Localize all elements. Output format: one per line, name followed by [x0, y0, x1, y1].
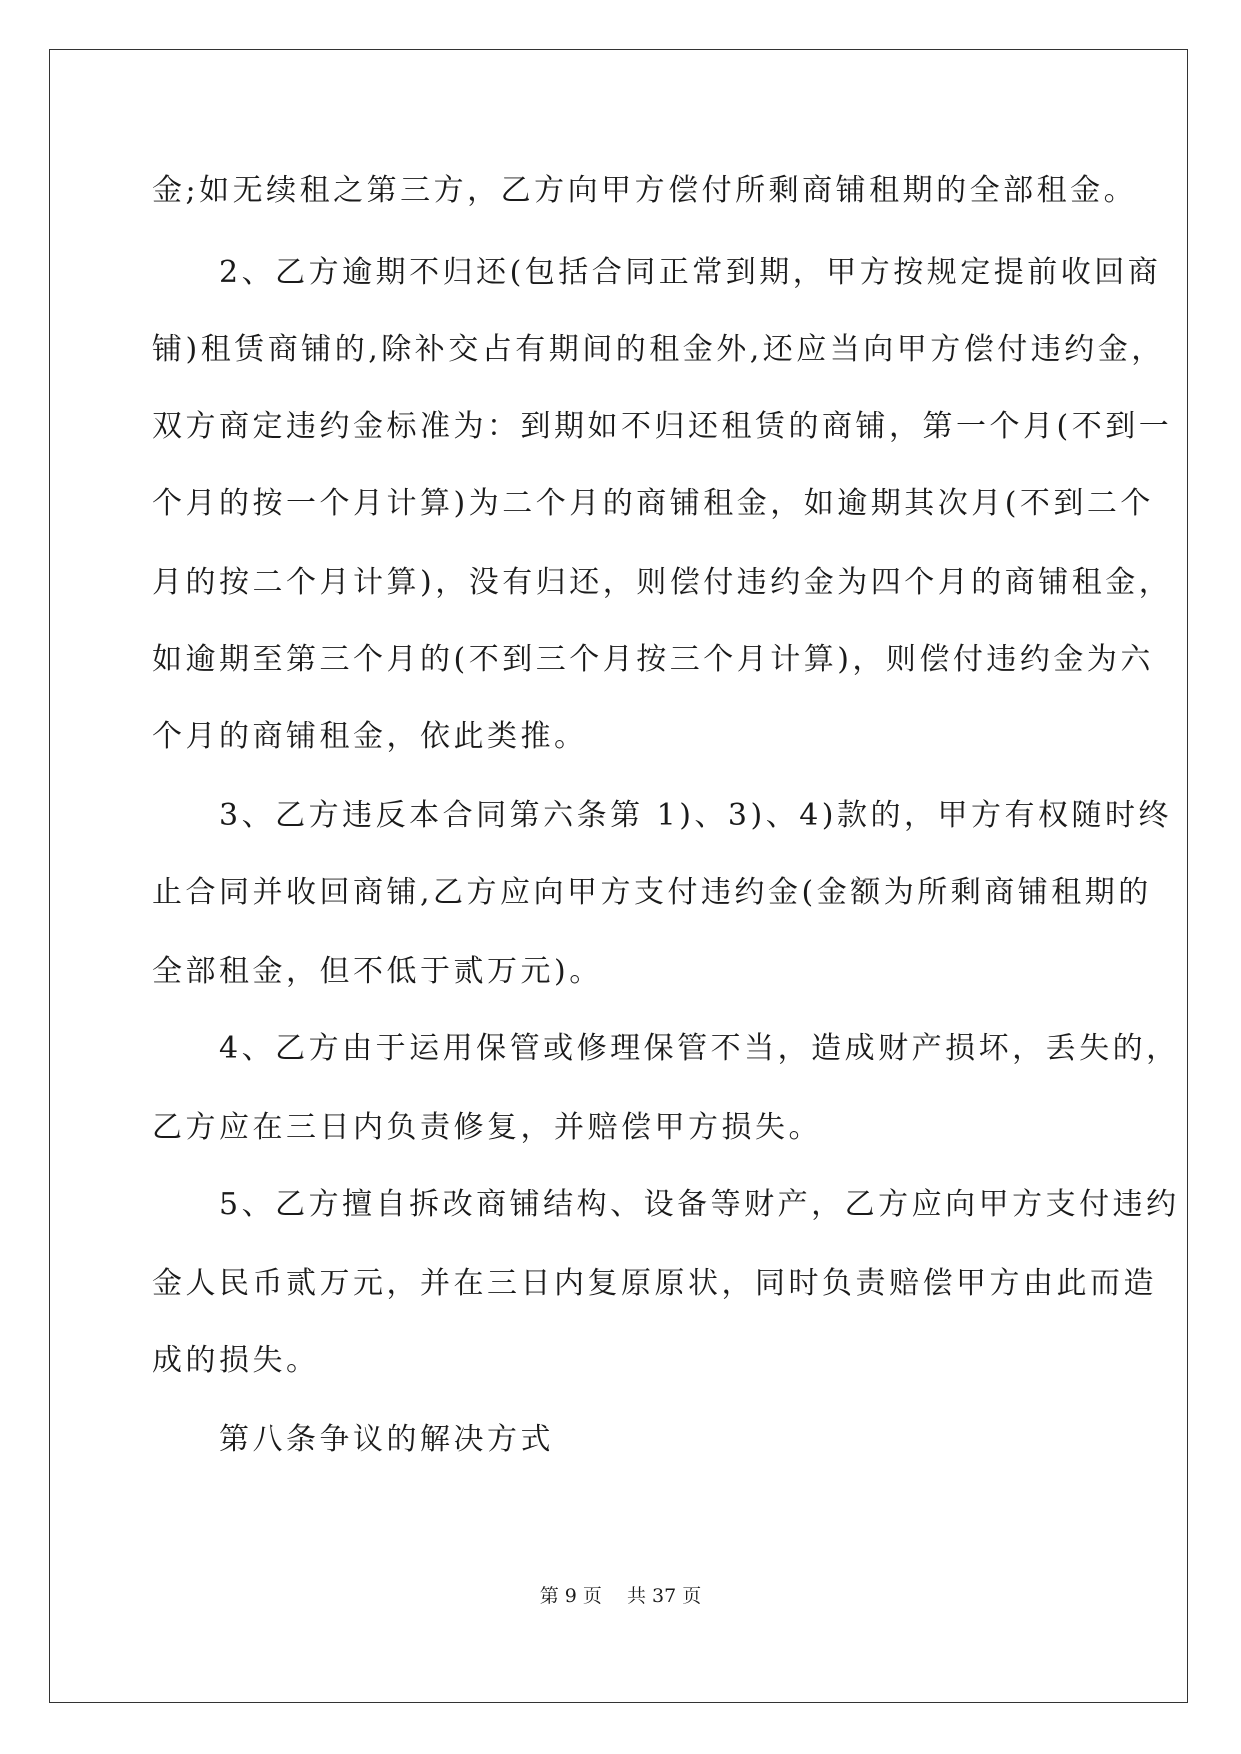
page-number-footer: 第 9 页 共 37 页: [539, 1585, 702, 1607]
section-heading: 第八条争议的解决方式: [152, 1422, 554, 1457]
body-text-line: 全部租金，但不低于贰万元)。: [152, 954, 603, 989]
body-text-line: 5、乙方擅自拆改商铺结构、设备等财产，乙方应向甲方支付违约: [152, 1187, 1180, 1222]
body-text-line: 3、乙方违反本合同第六条第 1)、3)、4)款的，甲方有权随时终: [152, 798, 1172, 833]
body-text-line: 个月的按一个月计算)为二个月的商铺租金，如逾期其次月(不到二个: [152, 486, 1154, 521]
body-text-line: 铺)租赁商铺的,除补交占有期间的租金外,还应当向甲方偿付违约金，: [152, 332, 1165, 367]
body-text-line: 如逾期至第三个月的(不到三个月按三个月计算)，则偿付违约金为六: [152, 642, 1154, 677]
body-text-line: 金人民币贰万元，并在三日内复原原状，同时负责赔偿甲方由此而造: [152, 1266, 1157, 1301]
body-text-line: 止合同并收回商铺,乙方应向甲方支付违约金(金额为所剩商铺租期的: [152, 875, 1152, 910]
body-text-line: 成的损失。: [152, 1343, 320, 1378]
body-text-line: 4、乙方由于运用保管或修理保管不当，造成财产损坏，丢失的，: [152, 1031, 1180, 1066]
body-text-line: 2、乙方逾期不归还(包括合同正常到期，甲方按规定提前收回商: [152, 255, 1162, 290]
body-text-line: 月的按二个月计算)，没有归还，则偿付违约金为四个月的商铺租金，: [152, 565, 1173, 600]
body-text-line: 金;如无续租之第三方，乙方向甲方偿付所剩商铺租期的全部租金。: [152, 173, 1138, 208]
body-text-line: 个月的商铺租金，依此类推。: [152, 719, 588, 754]
body-text-line: 双方商定违约金标准为：到期如不归还租赁的商铺，第一个月(不到一: [152, 409, 1173, 444]
body-text-line: 乙方应在三日内负责修复，并赔偿甲方损失。: [152, 1110, 822, 1145]
